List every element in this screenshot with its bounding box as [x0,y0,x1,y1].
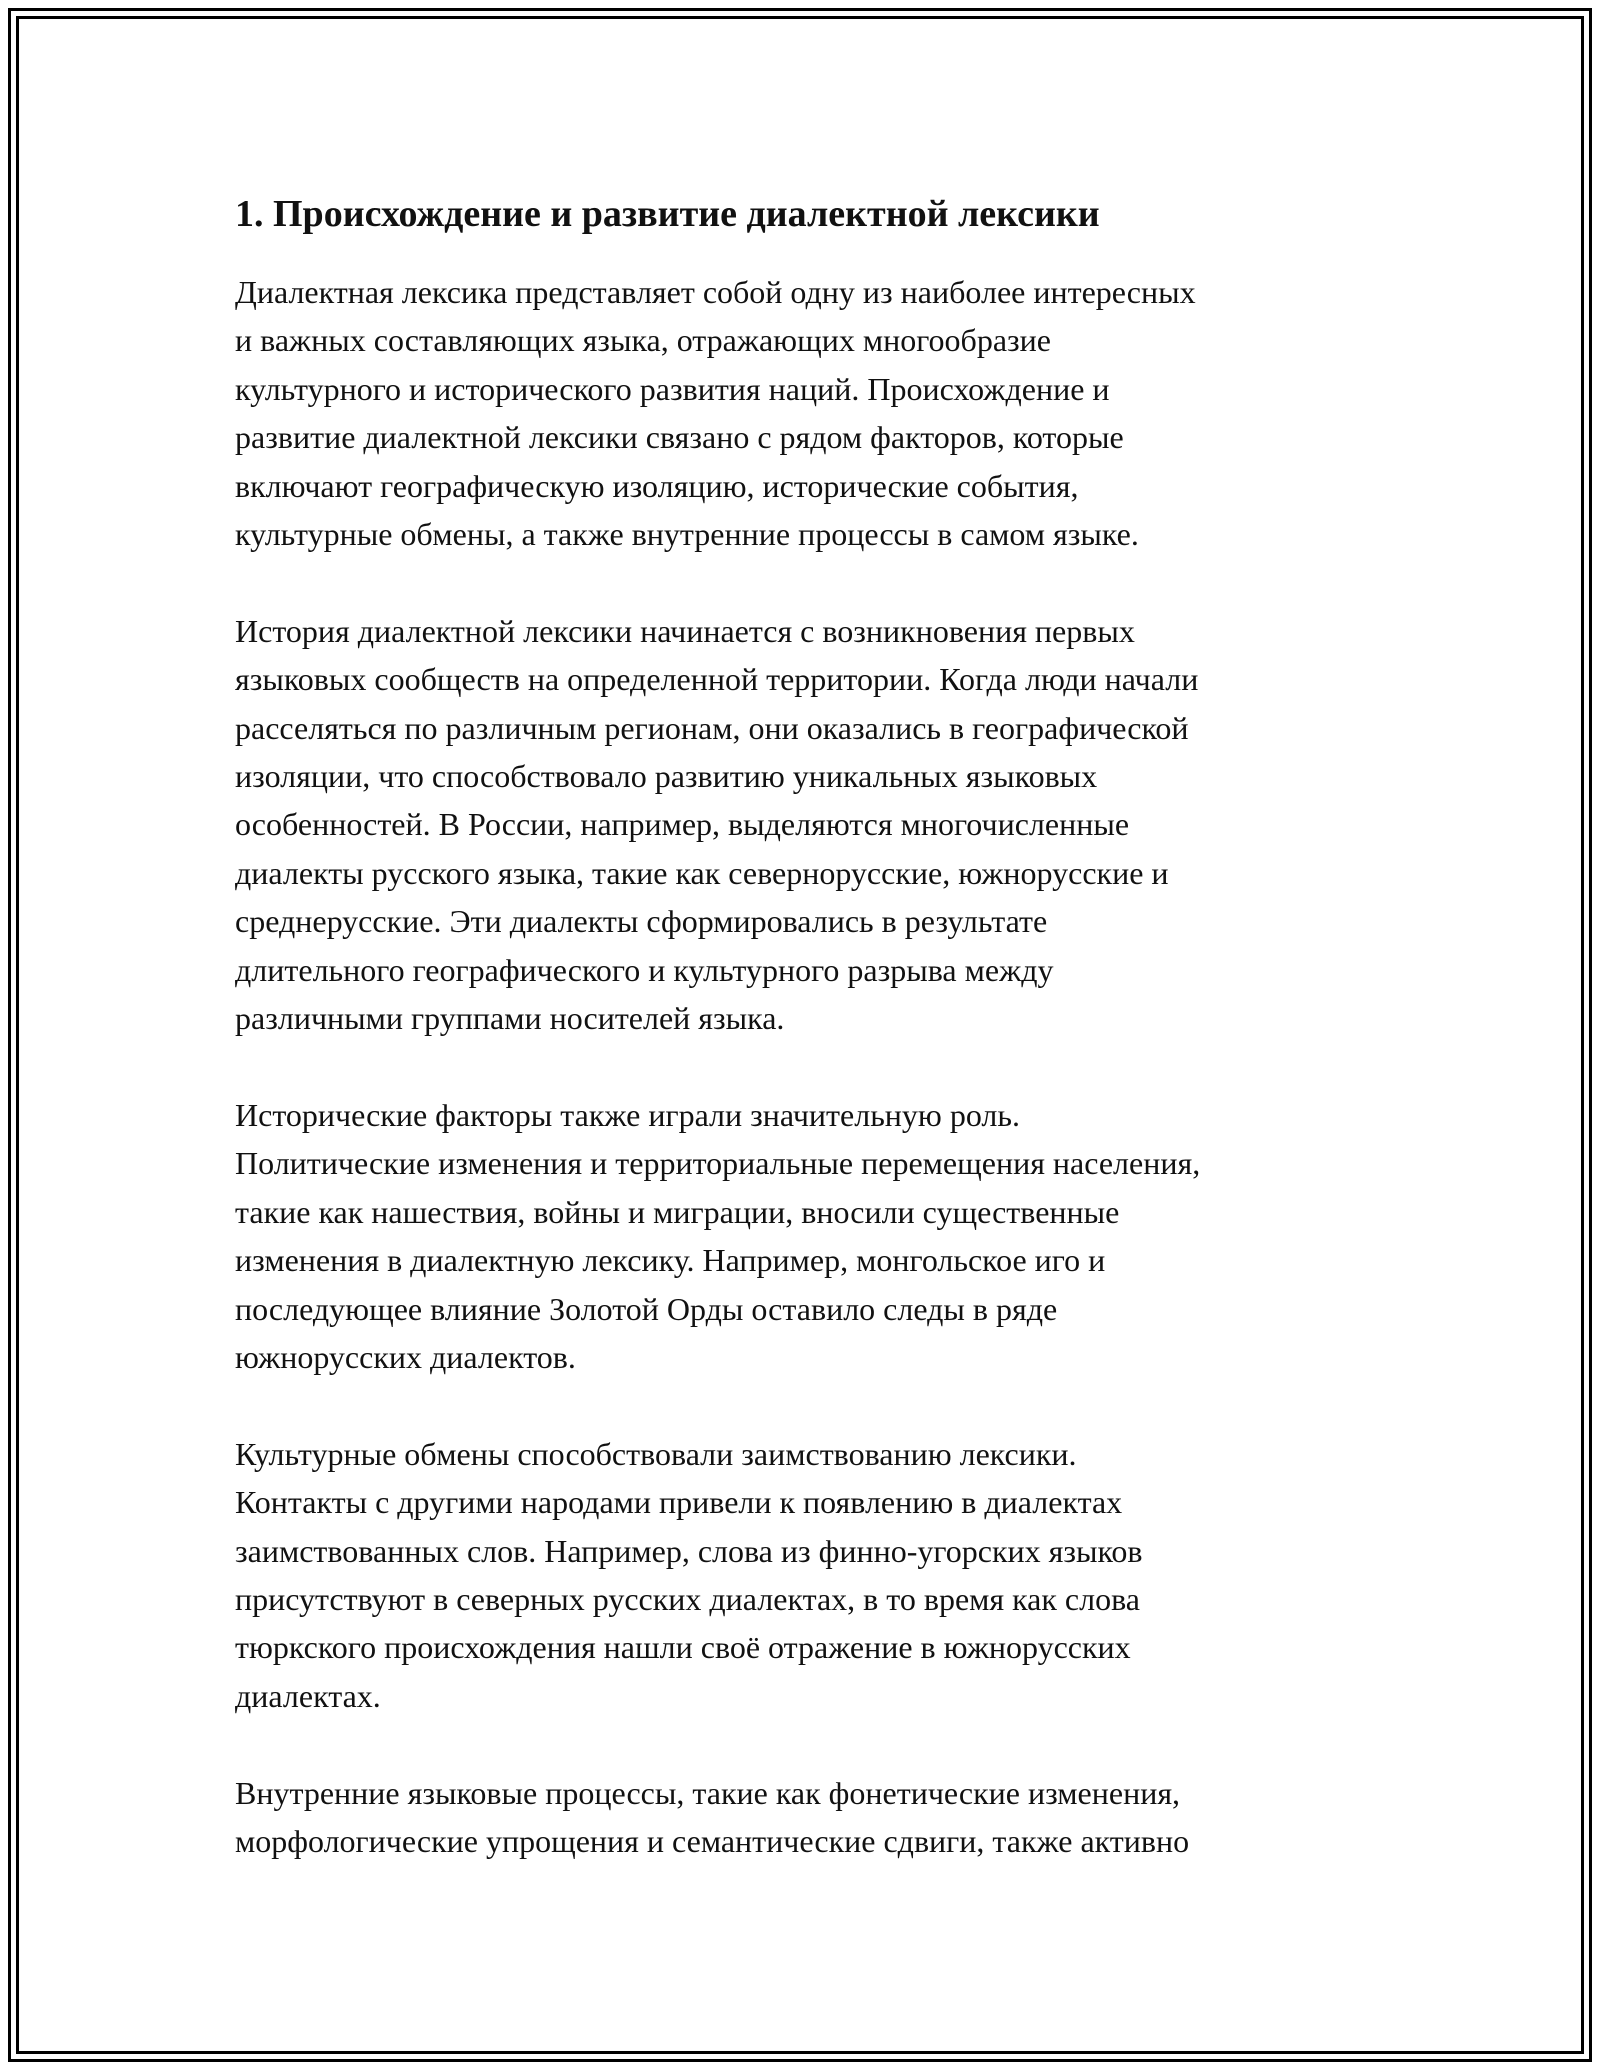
document-body [235,182,1375,1914]
paragraph-line: Внутренние языковые процессы, такие как фонетические изменения, [235,1774,1181,1811]
paragraph-line: культурные обмены, а также внутренние процессы в самом языке. [235,516,1139,553]
paragraph-line: включают географическую изоляцию, исторические события, [235,467,1079,504]
paragraph-line: заимствованных слов. Например, слова из финно-угорских языков [235,1532,1143,1569]
paragraph-line: присутствуют в северных русских диалектах, в то время как слова [235,1580,1140,1617]
paragraph-line: Контакты с другими народами привели к появлению в диалектах [235,1484,1123,1521]
paragraph-line: расселяться по различным регионам, они оказались в географической [235,709,1189,746]
paragraph-line: языковых сообществ на определенной территории. Когда люди начали [235,661,1199,698]
paragraph-line: тюркского происхождения нашли своё отражение в южнорусских [235,1629,1131,1666]
paragraph-line: изоляции, что способствовало развитию уникальных языковых [235,758,1098,795]
paragraph-line: различными группами носителей языка. [235,1000,785,1037]
paragraph-line: развитие диалектной лексики связано с рядом факторов, которые [235,419,1124,456]
paragraph-line: диалекты русского языка, такие как севернорусские, южнорусские и [235,854,1169,891]
paragraph-line: История диалектной лексики начинается с возникновения первых [235,612,1135,649]
paragraph-line: особенностей. В России, например, выделяются многочисленные [235,806,1130,843]
paragraph-line: Культурные обмены способствовали заимствованию лексики. [235,1435,1077,1472]
paragraph-4 [235,1430,1375,1720]
paragraph-line: Исторические факторы также играли значительную роль. [235,1096,1020,1133]
paragraph-line: морфологические упрощения и семантические сдвиги, также активно [235,1822,1190,1859]
paragraph-line: среднерусские. Эти диалекты сформировались в результате [235,903,1048,940]
paragraph-line: изменения в диалектную лексику. Например, монгольское иго и [235,1242,1106,1279]
paragraph-2 [235,607,1375,1043]
paragraph-line: такие как нашествия, войны и миграции, вносили существенные [235,1193,1120,1230]
paragraph-line: Диалектная лексика представляет собой одну из наиболее интересных [235,274,1196,310]
paragraph-line: культурного и исторического развития наций. Происхождение и [235,370,1110,407]
paragraph-1 [235,268,1375,558]
section-heading: 1. Происхождение и развитие диалектной лексики [235,193,1100,235]
paragraph-line: южнорусских диалектов. [235,1338,576,1375]
paragraph-3 [235,1091,1375,1381]
paragraph-line: и важных составляющих языка, отражающих многообразие [235,322,1051,359]
paragraph-line: длительного географического и культурного разрыва между [235,951,1054,988]
paragraph-5 [235,1769,1375,1866]
paragraph-line: диалектах. [235,1677,381,1714]
paragraph-line: Политические изменения и территориальные перемещения населения, [235,1145,1201,1182]
paragraph-line: последующее влияние Золотой Орды оставило следы в ряде [235,1290,1058,1327]
